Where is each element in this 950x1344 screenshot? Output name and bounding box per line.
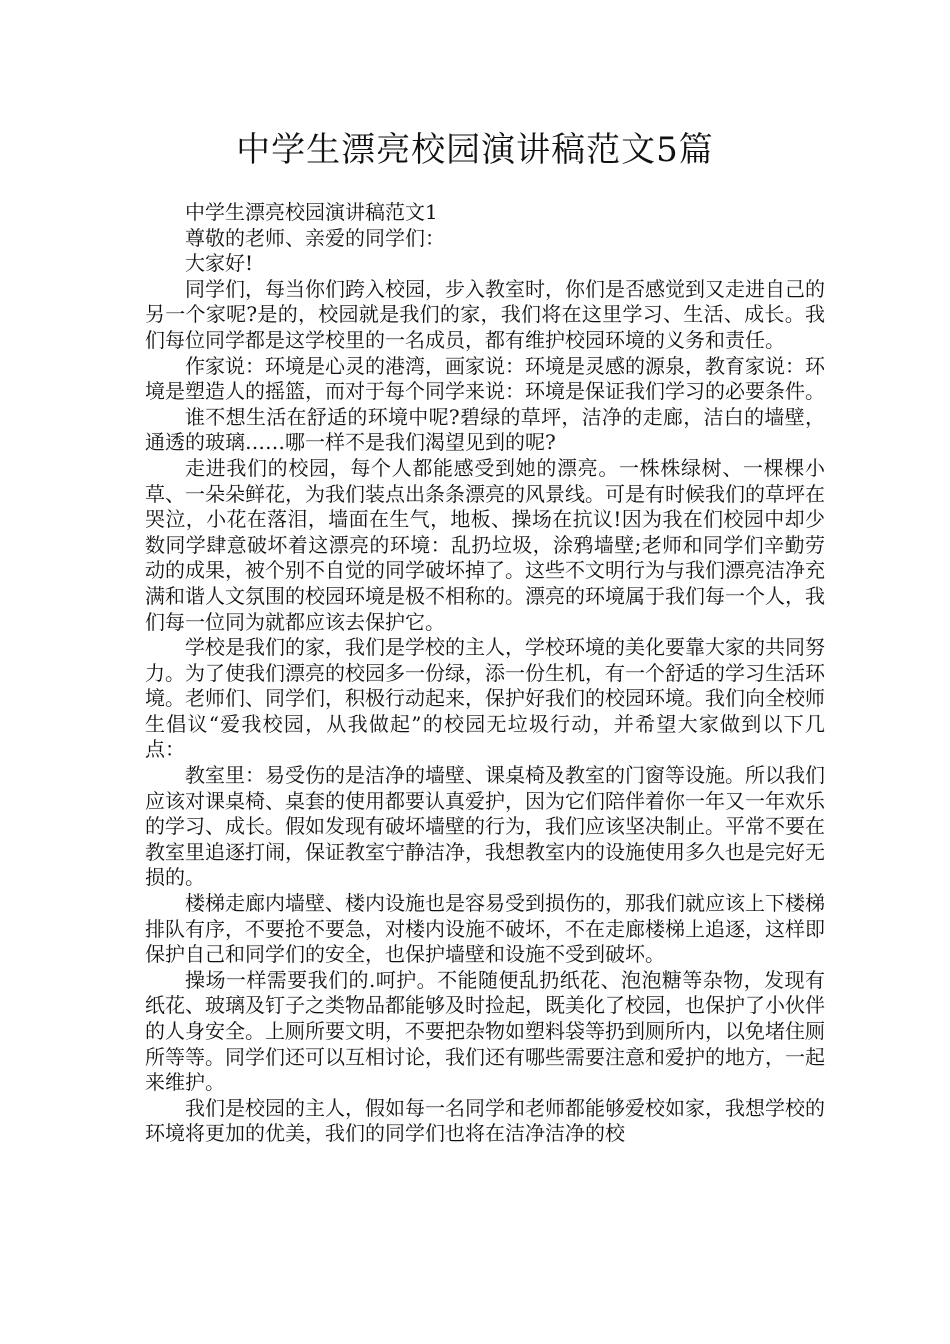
greeting: 大家好!	[185, 251, 254, 276]
paragraph: 作家说：环境是心灵的港湾，画家说：环境是灵感的源泉，教育家说：环境是塑造人的摇篮，而对于每个同学来说：环境是保证我们学习的必要条件。	[145, 353, 825, 404]
paragraph: 操场一样需要我们的.呵护。不能随便乱扔纸花、泡泡糖等杂物，发现有纸花、玻璃及钉子之类物品都能够及时捡起，既美化了校园，也保护了小伙伴的人身安全。上厕所要文明，不要把杂物如塑料袋等扔到厕所内，以免堵住厕所等等。同学们还可以互相讨论，我们还有哪些需要注意和爱护的地方，一起来维护。	[145, 967, 825, 1095]
salutation: 尊敬的老师、亲爱的同学们：	[185, 225, 445, 250]
document-title: 中学生漂亮校园演讲稿范文5篇	[236, 130, 714, 170]
paragraph: 楼梯走廊内墙壁、楼内设施也是容易受到损伤的，那我们就应该上下楼梯排队有序，不要抢不要急，对楼内设施不破坏，不在走廊楼梯上追逐，这样即保护自己和同学们的安全，也保护墙壁和设施不受到破坏。	[145, 891, 825, 967]
paragraph: 谁不想生活在舒适的环境中呢?碧绿的草坪，洁净的走廊，洁白的墙壁，通透的玻璃……哪一样不是我们渴望见到的呢?	[145, 404, 825, 455]
paragraph: 走进我们的校园，每个人都能感受到她的漂亮。一株株绿树、一棵棵小草、一朵朵鲜花，为我们装点出条条漂亮的风景线。可是有时候我们的草坪在哭泣，小花在落泪，墙面在生气，地板、操场在抗议!因为我在们校园中却少数同学肆意破坏着这漂亮的环境：乱扔垃圾，涂鸦墙壁;老师和同学们辛勤劳动的成果，被个别不自觉的同学破坏掉了。这些不文明行为与我们漂亮洁净充满和谐人文氛围的校园环境是极不相称的。漂亮的环境属于我们每一个人，我们每一位同为就都应该去保护它。	[145, 455, 825, 634]
paragraph: 我们是校园的主人，假如每一名同学和老师都能够爱校如家，我想学校的环境将更加的优美，我们的同学们也将在洁净洁净的校	[145, 1095, 825, 1146]
document-body	[145, 200, 825, 1147]
section-heading: 中学生漂亮校园演讲稿范文1	[185, 200, 438, 224]
paragraph: 教室里：易受伤的是洁净的墙壁、课桌椅及教室的门窗等设施。所以我们应该对课桌椅、桌套的使用都要认真爱护，因为它们陪伴着你一年又一年欢乐的学习、成长。假如发现有破坏墙壁的行为，我们应该坚决制止。平常不要在教室里追逐打闹，保证教室宁静洁净，我想教室内的设施使用多久也是完好无损的。	[145, 763, 825, 890]
paragraph: 学校是我们的家，我们是学校的主人，学校环境的美化要靠大家的共同努力。为了使我们漂亮的校园多一份绿，添一份生机，有一个舒适的学习生活环境。老师们、同学们，积极行动起来，保护好我们的校园环境。我们向全校师生倡议“爱我校园，从我做起”的校园无垃圾行动，并希望大家做到以下几点：	[145, 635, 825, 762]
paragraph: 同学们，每当你们跨入校园，步入教室时，你们是否感觉到又走进自己的另一个家呢?是的，校园就是我们的家，我们将在这里学习、生活、成长。我们每位同学都是这学校里的一名成员，都有维护校园环境的义务和责任。	[145, 276, 825, 352]
